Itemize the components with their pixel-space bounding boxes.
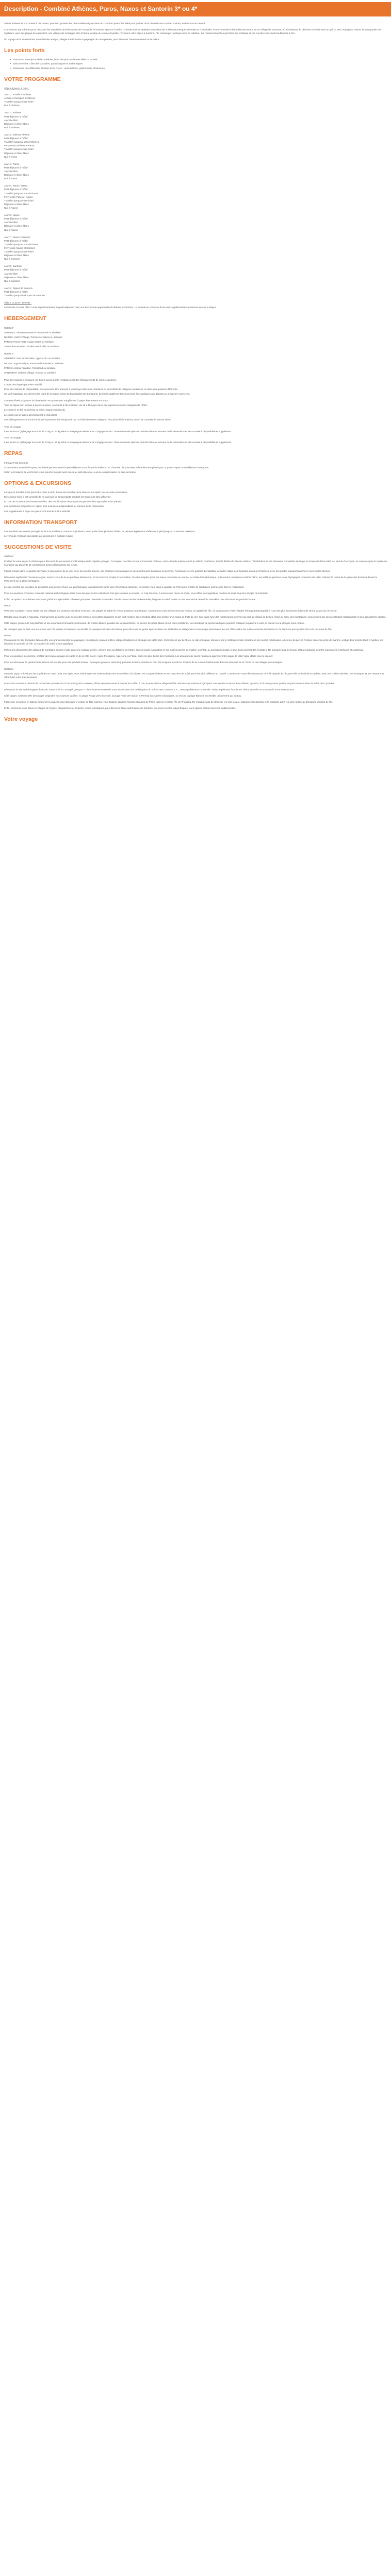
meals-line: Formule Petit-déjeuner [4, 461, 28, 464]
program-intro: Séjour 9 jours / 8 nuits : [4, 87, 29, 90]
hotel-line: NAXOS: Argo Boutique, Naxos Palace Hotel ou similaire [4, 362, 63, 365]
suggestion-paragraph: Côté plages, Santorin offre des plages originales aux couleurs variées : la plage Rouge près d'Akrotiri, la plage Noire de Kamari et Perissa aux sables volcaniques, ou encore la plage Blanche accessible uniquement par bateau. [4, 694, 242, 698]
points-list [10, 58, 387, 70]
program-day-line: Petit-déjeuner à l'hôtel [4, 166, 28, 169]
program-day-line: Transfert jusqu'à votre hôtel [4, 100, 34, 104]
program-day-line: Nuit à Santorin [4, 279, 20, 282]
program-day-line: Journée libre [4, 118, 18, 122]
program-day-title: Jour 2 : Athènes [4, 111, 22, 114]
hotels-note: Le check-out se fait en général avant le midi (12h). [4, 413, 58, 416]
program-day-line: Petit-déjeuner à l'hôtel [4, 268, 28, 272]
program-day-line: Transfert jusqu'à votre hôtel [4, 148, 34, 151]
hotel-line: SANTORIN:Hostess, Amalia Beach Villa ou similaire [4, 345, 59, 348]
content [0, 16, 391, 735]
program-day-line: Nuit à Naxos [4, 228, 18, 231]
hotel-line: PAROS: Paros Ports, Acapa Suites ou similaire [4, 341, 54, 344]
hotels-note: Pour des raisons techniques, les hôtels peuvent être remplacés par des hébergements de même catégorie. [4, 378, 117, 381]
hotels-note: Pour des raisons de disponibilité, nous pouvons être amenés à vous loger dans des chambres ou des hôtels de catégorie supérieure ou dans des quartiers différents. [4, 388, 178, 391]
program-day-line: Arrivée à l'aéroport d'Athènes [4, 97, 36, 100]
options-line: Les excursions proposées en option sont soumises à disponibilité au moment de la réservation. [4, 505, 105, 508]
hotel-line: NAXOS: Andro's Village, Princess of Naxos ou similaire [4, 335, 62, 338]
suggestion-destination: Santorin : [4, 667, 14, 670]
suggestion-paragraph: Ne manquez pas de faire une excursion vers l'île voisine d'Antiparos, accessible en quelques minutes de bateau, pour découvrir sa grotte spectaculaire aux stalactites et stalagmites et ses plages préservées. Le soir, flânez dans les ruelles animées de Parikia ou de Naoussa pour profiter de la vie nocturne de l'île. [4, 628, 332, 631]
suggestion-paragraph: Plus grande île des Cyclades, Naxos offre une grande diversité de paysages : montagnes, plaines fertiles, villages traditionnels et plages de sable doré. Commencez par la Chora, la ville principale, dominée par le château vénitien (Kastro) et ses ruelles médiévales. À l'entrée du port, la Portara, immense porte de marbre, vestige d'un temple dédié à Apollon, est devenue le symbole de l'île. Le coucher de soleil y est magnifique. [4, 639, 383, 646]
program-day-line: Déjeuner et dîner libres [4, 254, 29, 257]
hotels-3-list [4, 331, 387, 348]
meals-heading: REPAS [4, 450, 23, 457]
program-day-line: Petit-déjeuner à l'hôtel [4, 239, 28, 242]
program-day-line: Transfert jusqu'à votre hôtel [4, 250, 34, 253]
suggestion-paragraph: Partez à la découverte des villages de montagne comme Halki, ancienne capitale de l'île, célèbre pour sa distillerie de Kitron, liqueur locale, Apiranthos et ses ruelles pavées de marbre, ou Filoti, au pied du mont Zas, le plus haut sommet des Cyclades. Ne manquez pas les kouroi, statues antiques géantes inachevées, à Melanes et Apollonas. [4, 649, 364, 652]
options-line: Les suppléments à payer sur place sont donnés à titre indicatif. [4, 510, 71, 513]
program-day-line: Nuit à Athènes [4, 104, 20, 107]
program-day-line: Transfert jusqu'au port de Naxos [4, 243, 39, 246]
program-day [4, 162, 387, 181]
program-day-line: Transfert jusqu'au port d'Athènes [4, 141, 39, 144]
program-day-line: Transfert jusqu'au port de Paros [4, 192, 38, 195]
program-day-line: Journée libre [4, 221, 18, 224]
program-day-line: Déjeuner et dîner libres [4, 174, 29, 177]
program-day [4, 235, 387, 261]
suggestion-paragraph: Découvrez également l'Ancienne Agora, ancien cœur de la vie publique athénienne, où se trouve le temple d'Héphaïstos, l'un des temples grecs les mieux conservés au monde. Le Stade Panathénaïque, entièrement construit en marbre blanc, accueillit les premiers Jeux Olympiques modernes de 1896. Admirez la relève de la garde des Evzones devant le Parlement sur la place Syntagma. [4, 575, 378, 582]
intro-paragraph: Commencez par Athènes pour découvrir les merveilles architecturales de l'Acropole, l'Ancienne Agora et l'Odéon d'Hérode Atticus. Baladez-vous dans les ruelles pittoresques de Plaka et d'Anafiotika. Prenez ensuite le ferry direction Paros et son village de Naoussa, où les bateaux de pêcheurs se balancent au gré du vent. Rejoignez Naxos, la plus grande des Cyclades, avec ses plages de sable doré, ses villages de montagne et la Portara, vestige du temple d'Apollon. Terminez votre séjour à Santorin, l'île volcanique mythique avec sa caldeira, ses maisons blanches perchées sur la falaise et ses couchers de soleil inoubliables à Oia. [4, 28, 382, 35]
transport-line: Les transferts en navette partagée se font en minibus ou autobus à plusieurs, avec arrêts dans plusieurs hôtels. Ils peuvent également s'effectuer à pied jusqu'à 10 minutes maximum. [4, 530, 196, 533]
program-day [4, 264, 387, 283]
program-day-line: Déjeuner et dîner libres [4, 202, 29, 206]
program-day-title: Jour 4 : Paros [4, 162, 19, 165]
suggestion-paragraph: Enfin, ne quittez pas Athènes sans avoir goûté aux spécialités culinaires grecques : souvlaki, moussaka, tzatziki ou encore les loukoumades, beignets au miel. Faites un tour au marché central de Varvakios pour découvrir les produits locaux. [4, 598, 256, 601]
options-line: Eté comme hiver, il est conseillé de ne pas faire de longs trajets pendant les heures de forte affluence. [4, 496, 111, 499]
hotel-line: SANTORIN: Vedema Village, Anassa ou similaire [4, 371, 56, 374]
meals-line: Si la situation sanitaire l'impose, les hôtels peuvent servir le petit-déjeuner sous forme de buffet ou en chambre. Ils pourraient même être remplacés par un panier repas ou un déjeuner à emporter. [4, 466, 209, 469]
program-day-line: Nuit à Naxos [4, 206, 18, 209]
suggestion-paragraph: Empruntez ensuite le chemin de randonnée qui relie Fira à Oia le long de la caldeira, offrant des panoramas à couper le souffle. À Oia, le plus célèbre village de l'île, admirez ses maisons troglodytes, ses moulins à vent et son château byzantin, d'où vous pourrez profiter du plus beau coucher de soleil des Cyclades. [4, 682, 335, 685]
hotels-4-label: Hotels 4* [4, 352, 14, 355]
program-day [4, 286, 387, 297]
suggestion-paragraph: Pour les amoureux de gastronomie, Naxos est réputée pour ses produits locaux : fromages (graviera, arseniko), pommes de terre, viandes et bien sûr la liqueur de Kitron. Profitez de la cuisine traditionnelle dans les tavernes de la Chora ou des villages de montagne. [4, 661, 283, 664]
points-heading: Les points forts [4, 47, 45, 54]
program-day-line: Transfert jusqu'à votre hôtel [4, 199, 34, 202]
hotels-3-label: Hotels 3* [4, 326, 14, 329]
hotels-note: Certains hôtels proposent la climatisation en option avec supplément à payer directement sur place. [4, 399, 109, 402]
hotels-4-list [4, 357, 387, 374]
program-day-title: Jour 1 : Arrivée à Athènes [4, 93, 31, 96]
points-item: • Découvrez les 3 îles des Cyclades, paradisiaques et authentiques [10, 62, 387, 65]
suggestion-paragraph: Rendez-vous ensuite à Naoussa, charmant port de pêche avec ses ruelles étroites, ses petites chapelles et son port vénitien. C'est l'endroit idéal pour profiter d'un repas de fruits de mer frais dans l'une des nombreuses tavernes du port. Le village de Lefkes, niché au cœur des montagnes, vous séduira par son architecture traditionnelle et son atmosphère paisible. [4, 615, 386, 618]
intro-paragraph: Visitez Athènes et son musée à ciel ouvert, puis les Cyclades les plus emblématiques dans un combiné quatre îles idéal pour profiter de la diversité de la Grèce : culture, architecture et beauté. [4, 22, 206, 25]
transport-heading: INFORMATION TRANSPORT [4, 519, 77, 526]
options-heading: OPTIONS & EXCURSIONS [4, 480, 72, 486]
hotels-note: L'ordre des étapes peut être modifié. [4, 383, 43, 386]
program-day-line: Journée libre [4, 170, 18, 173]
program-day-line: Ferry entre Paros et Naxos [4, 195, 33, 198]
program-day-line: Petit-déjeuner à l'hôtel [4, 115, 28, 118]
hotels-heading: HEBERGEMENT [4, 315, 46, 322]
hotels-note: Taxe de séjour non incluse à payer sur place. Montants à titre indicatif : de 1€ à 15€ par nuit et par logement selon la catégorie de l'hôtel. [4, 404, 148, 407]
hotels-note: Les hébergements sont à titre indicatif et peuvent être remplacés par un hôtel de même catégorie. Pour plus d'informations, merci de consulter le service client. [4, 418, 171, 421]
options-line: En cas de circonstances exceptionnelles, des modifications de programme peuvent être apportées sans préavis. [4, 500, 122, 503]
program-extension-text: La formule 10 nuits offre 2 nuits supplémentaires au petit-déjeuner, pour une découverte approfondie d'Athènes et Santorin. La formule se compose d'une nuit supplémentaire à chacune de ces 2 étapes. [4, 306, 217, 309]
program-day-line: Déjeuner et dîner libres [4, 151, 29, 155]
hotels-note: Ce tarif s'applique aux arrivées les jours de semaine. Selon la disponibilité des transports, des frais supplémentaires peuvent être appliqués aux départs ou arrivées le week-end. [4, 393, 190, 396]
suggestions-heading: SUGGESTIONS DE VISITE [4, 544, 72, 551]
program-day-title: Jour 3 : Athènes / Paros [4, 133, 30, 136]
program-extension-title: Séjour 11 jours / 10 nuits : [4, 301, 32, 304]
meals-line: Selon les horaires de vos ferries, vous pourriez ne pas avoir accès au petit-déjeuner. Aucune compensation ne sera accordée. [4, 470, 137, 473]
program-day-line: Transfert jusqu'à l'aéroport de Santorin [4, 294, 45, 297]
program-day-title: Jour 8 : Santorin [4, 265, 22, 268]
program-day [4, 93, 387, 107]
suggestion-paragraph: Pour les amateurs de détente, profitez des longues plages de sable fin de la côte ouest : Agios Prokopios, Agia Anna ou Plaka, parmi les plus belles des Cyclades. Les amateurs de sports nautiques apprécieront la plage de Mikri Vigla, idéale pour le kitesurf. [4, 655, 273, 658]
program-day-line: Nuit à Paros [4, 155, 18, 158]
suggestion-paragraph: Perle des Cyclades, Paros séduit par ses villages aux maisons blanches et bleues, ses plages de sable fin et son ambiance authentique. Commencez votre découverte par Parikia, la capitale de l'île, où vous pourrez visiter l'église Panagia Ekatontapiliani, l'une des plus anciennes églises de Grèce datant du IVe siècle. [4, 609, 337, 612]
program-heading: VOTRE PROGRAMME [4, 76, 61, 82]
program-day [4, 213, 387, 232]
program-day-title: Jour 9 : Départ de Santorin [4, 286, 33, 290]
suggestion-paragraph: Côté plages, profitez de Kolymbithres et ses étonnantes formations rocheuses, de Golden Beach, paradis des véliplanchistes, ou encore de Santa Maria et ses eaux cristallines. Les amateurs de sports nautiques pourront pratiquer la planche à voile, le kitesurf ou la plongée sous-marine. [4, 621, 305, 624]
luggage-title: Type de voyage [4, 436, 21, 439]
program-day [4, 133, 387, 159]
program-day-line: Journée libre [4, 272, 18, 275]
program-day-line: Petit-déjeuner à l'hôtel [4, 188, 28, 191]
suggestion-destination: Athènes : [4, 555, 14, 558]
points-item: • Parcourez le temps et visitez Athènes, l'une des plus anciennes villes du monde [10, 58, 387, 61]
suggestion-paragraph: Faites une excursion en bateau autour de la caldeira pour découvrir le volcan de Nea Kameni, vous baigner dans les sources chaudes de Palea Kameni et visiter l'île de Thirassia. Ne manquez pas de déguster les vins locaux, notamment l'Assyrtiko et le Vinsanto, dans l'un des nombreux domaines viticoles de l'île. [4, 701, 334, 704]
suggestion-paragraph: Pour les amateurs d'histoire, le Musée national archéologique abrite l'une des plus riches collections d'art grec antique au monde. Le Cap Sounion, à environ une heure de route, vous offrira un magnifique coucher de soleil depuis le temple de Poséidon. [4, 592, 269, 595]
hotel-line: ATHENES: Athenian Mansion/ Acca Hotel ou similaire [4, 331, 61, 334]
luggage-text: Il est inclus un (1) bagage en soute de 23 kg ou 20 kg selon la compagnie aérienne et 1 bagage à main. Toute demande spéciale doit être faite au moment de la réservation et est soumise à disponibilité et supplément. [4, 430, 232, 433]
intro-section [4, 22, 387, 41]
program-day-line: Déjeuner et dîner libres [4, 225, 29, 228]
program-day-line: Petit-déjeuner à l'hôtel [4, 217, 28, 221]
program-day-line: Ferry entre Athènes et Paros [4, 144, 35, 147]
program-day-line: Petit-déjeuner à l'hôtel [4, 137, 28, 140]
program-day-line: Petit-déjeuner à l'hôtel [4, 291, 28, 294]
suggestion-paragraph: Découvrez le site archéologique d'Akrotiri, surnommé la « Pompéi grecque », cité minoenne ensevelie sous les cendres lors de l'éruption du volcan vers 1600 av. J.-C., remarquablement conservée. Visitez également l'Ancienne Théra, perchée au sommet du mont Messavouno. [4, 688, 295, 691]
transport-line: Le véhicule n'est pas accessible aux personnes à mobilité réduite. [4, 535, 74, 538]
page-title-banner: Description - Combiné Athènes, Paros, Naxos et Santorin 3* ou 4* [0, 2, 391, 16]
hotel-line: ATHENES: One Smart Hotel, Hypnos Inn ou similaire [4, 357, 60, 360]
program-day-line: Déjeuner et dîner libres [4, 276, 29, 279]
footer-heading: Votre voyage [4, 716, 38, 723]
suggestion-destination: Paros : [4, 604, 12, 607]
options-line: Lorsque le transfert n'est pas inclus dans le tarif, il vous est possible de le réserver en option lors de votre réservation. [4, 491, 128, 494]
program-day [4, 184, 387, 210]
program-day-title: Jour 7 : Naxos / Santorin [4, 235, 30, 239]
program-day-line: Nuit à Santorin [4, 258, 20, 261]
hotels-notes [4, 378, 387, 421]
hotel-line: PAROS: Astoria Paradise, Parosland ou similaire [4, 366, 56, 369]
program-day-line: Ferry entre Naxos et Santorin [4, 246, 36, 249]
points-item: • Retrouvez des différentes facettes de la Grèce : entre histoire, gastronomie et farniente [10, 66, 387, 70]
program-day-title: Jour 5 : Paros / Naxos [4, 184, 28, 188]
suggestion-paragraph: Profitez de votre séjour à Athènes pour découvrir le monument emblématique de la capitale grecque : l'Acropole. Perchée sur un promontoire rocheux, cette citadelle antique abrite le célèbre Parthénon, temple dédié à la déesse Athéna, l'Érechthéion et ses fameuses Caryatides ainsi que le temple d'Athéna Niké. Au pied de l'Acropole, ne manquez pas le musée de l'Acropole qui présente de nombreuses pièces découvertes sur le site. [4, 560, 387, 566]
suggestion-paragraph: Le soir, montez sur la colline du Lycabette pour profiter d'une vue panoramique exceptionnelle sur la ville et l'Acropole illuminée, ou rendez-vous dans le quartier de Psirri pour profiter de l'ambiance animée des bars et restaurants. [4, 586, 245, 589]
program-days [4, 93, 387, 297]
intro-paragraph: Un voyage riche en émotions, entre histoire antique, villages traditionnels et paysages de carte postale, pour découvrir l'essence même de la Grèce. [4, 38, 160, 41]
program-day [4, 111, 387, 129]
program-day-title: Jour 6 : Naxos [4, 214, 20, 217]
suggestion-paragraph: Flânez ensuite dans le quartier de Plaka, le plus ancien de la ville, avec ses ruelles pavées, ses maisons néoclassiques et ses nombreuses boutiques et tavernes. Poursuivez vers le quartier d'Anafiotika, véritable village des Cyclades au cœur d'Athènes, avec ses petites maisons blanches et ses ruelles fleuries. [4, 569, 331, 572]
suggestion-destination: Naxos : [4, 634, 12, 637]
program-day-line: Nuit à Paros [4, 177, 18, 180]
program-day-line: Déjeuner et dîner libres [4, 122, 29, 125]
hotels-note: Le check-in se fait en général en milieu d'après-midi (14h). [4, 409, 66, 412]
program-day-line: Nuit à Athènes [4, 126, 20, 129]
luggage-title: Type de voyage [4, 425, 21, 428]
suggestion-paragraph: Santorin, joyau volcanique des Cyclades au cœur de la mer Égée, vous séduira par ses maisons blanches accrochées à la falaise, ses coupoles bleues et ses couchers de soleil parmi les plus célèbres au monde. Commencez votre découverte par Fira, la capitale de l'île, perchée au bord de la caldeira, avec ses ruelles animées, ses boutiques et ses restaurants offrant des vues spectaculaires. [4, 672, 384, 679]
suggestion-paragraph: Enfin, promenez-vous dans les villages de Pyrgos, Megalochori ou Emporio, moins touristiques, pour découvrir l'âme authentique de Santorin, avec leurs ruelles labyrinthiques, leurs églises et leurs tavernes traditionnelles. [4, 707, 236, 710]
suggestions-list [4, 554, 387, 710]
luggage-text: Il est inclus un (1) bagage en soute de 23 kg ou 20 kg selon la compagnie aérienne et 1 bagage à main. Toute demande spéciale doit être faite au moment de la réservation et est soumise à disponibilité et supplément. [4, 441, 232, 444]
